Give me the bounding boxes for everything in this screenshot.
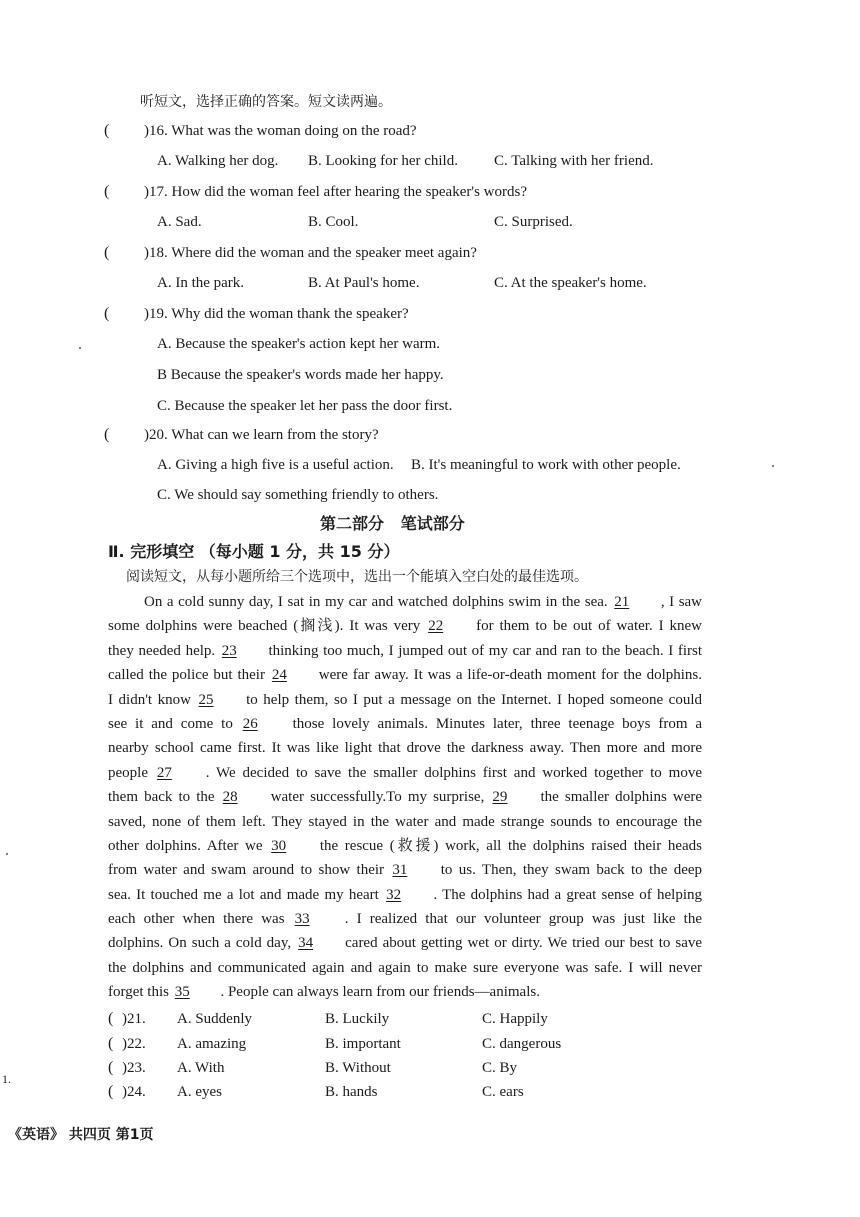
passage-text: , I saw <box>660 594 703 610</box>
passage-text: saved, none of them left. They stayed in the water and made strange sounds to encourage the <box>108 813 702 830</box>
answer-paren: ( <box>108 1059 114 1076</box>
passage-line <box>108 590 702 614</box>
answer-paren: ( <box>108 1083 114 1100</box>
passage-text: were far away. It was a life-or-death moment for the dolphins. <box>318 667 703 684</box>
answer-paren: ( <box>108 1035 114 1052</box>
part-title: 第二部分 笔试部分 <box>320 514 465 533</box>
passage-text: they needed help. <box>108 642 216 659</box>
option-b: B. Cool. <box>308 214 359 230</box>
passage-text: sea. It touched me a lot and made my heart <box>108 886 379 903</box>
passage-text: the smaller dolphins were <box>540 789 703 806</box>
question-stem: )19. Why did the woman thank the speaker? <box>144 306 409 322</box>
question-stem: )16. What was the woman doing on the road? <box>144 123 417 139</box>
answer-paren: ( <box>108 1010 114 1027</box>
passage-line <box>108 663 702 687</box>
cloze-blank: 23 <box>221 642 237 659</box>
passage-text: see it and come to <box>108 715 233 732</box>
option-a: A. In the park. <box>157 275 245 291</box>
passage-text: . I realized that our volunteer group was just like the <box>344 911 702 928</box>
cloze-blank: 31 <box>392 862 408 879</box>
passage-text: for them to be out of water. I knew <box>476 618 703 635</box>
option-a: A. Sad. <box>157 214 202 230</box>
scan-speck <box>772 465 774 467</box>
footer-label: 《英语》 共四页 第1页 <box>8 1127 154 1143</box>
cloze-blank: 28 <box>222 789 238 806</box>
option-c: C. At the speaker's home. <box>494 275 647 291</box>
passage-text: other dolphins. After we <box>108 837 263 854</box>
passage-text: called the police but their <box>108 667 265 684</box>
margin-mark: 1. <box>2 1072 11 1086</box>
passage-line <box>108 810 702 834</box>
option-c: C. By <box>482 1060 518 1076</box>
scan-speck <box>6 853 8 855</box>
passage-text: people <box>108 764 148 781</box>
passage-line <box>108 761 702 785</box>
option-a: A. Giving a high five is a useful action. <box>157 457 394 473</box>
passage-text: the dolphins and communicated again and again to make sure everyone was safe. I will never <box>108 959 702 976</box>
passage-text: cared about getting wet or dirty. We tried our best to save <box>345 935 703 952</box>
answer-paren: ( <box>104 244 110 261</box>
answer-paren: ( <box>104 183 110 200</box>
passage-text: . The dolphins had a great sense of helping <box>433 886 703 903</box>
passage-text: them back to the <box>108 789 215 806</box>
cloze-blank: 33 <box>294 911 310 928</box>
scan-speck <box>79 347 81 349</box>
passage-text: from water and swam around to show their <box>108 862 385 879</box>
passage-text: water successfully.To my surprise, <box>270 789 485 806</box>
passage-text: to help them, so I put a message on the Internet. I hoped someone could <box>246 691 703 708</box>
passage-text: dolphins. On such a cold day, <box>108 935 292 952</box>
passage-text: to us. Then, they swam back to the deep <box>440 862 703 879</box>
cloze-blank: 21 <box>614 594 630 610</box>
cloze-blank: 22 <box>428 618 444 635</box>
choice-number: )23. <box>122 1060 146 1076</box>
question-stem: )17. How did the woman feel after hearing the speaker's words? <box>144 184 527 200</box>
cloze-blank: 27 <box>156 764 172 781</box>
passage-text: each other when there was <box>108 911 285 928</box>
option-c: C. We should say something friendly to others. <box>157 487 439 503</box>
passage-text: forget this <box>108 984 169 1001</box>
passage-line <box>108 858 702 882</box>
passage-line <box>108 614 702 638</box>
cloze-instruction: 阅读短文，从每小题所给三个选项中，选出一个能填入空白处的最佳选项。 <box>126 569 588 585</box>
option-c: C. Happily <box>482 1011 548 1027</box>
passage-text: I didn't know <box>108 691 191 708</box>
option-b: B. It's meaningful to work with other people. <box>411 457 681 473</box>
answer-paren: ( <box>104 426 110 443</box>
option-a: A. Suddenly <box>177 1011 252 1027</box>
choice-number: )21. <box>122 1011 146 1027</box>
passage-line <box>108 834 702 858</box>
passage-text: the rescue (救援) work, all the dolphins raised their heads <box>319 837 702 854</box>
answer-paren: ( <box>104 305 110 322</box>
passage-line <box>108 956 702 980</box>
option-a: A. eyes <box>177 1084 222 1100</box>
passage-text: some dolphins were beached (搁浅). It was very <box>108 618 421 635</box>
option-b: B Because the speaker's words made her happy. <box>157 367 444 383</box>
passage-line <box>108 712 702 736</box>
passage-line <box>108 883 702 907</box>
cloze-blank: 32 <box>386 886 402 903</box>
passage-text: . People can always learn from our friends—animals. <box>220 984 540 1001</box>
passage-text: . We decided to save the smaller dolphins first and worked together to move <box>205 764 702 781</box>
passage-line <box>108 688 702 712</box>
option-b: B. Looking for her child. <box>308 153 458 169</box>
passage-text: thinking too much, I jumped out of my car and ran to the beach. I first <box>268 642 703 659</box>
option-b: B. hands <box>325 1084 378 1100</box>
choice-number: )24. <box>122 1084 146 1100</box>
passage-line <box>108 736 702 760</box>
cloze-blank: 25 <box>198 691 214 708</box>
option-c: C. Talking with her friend. <box>494 153 654 169</box>
passage-line <box>108 907 702 931</box>
passage-text: On a cold sunny day, I sat in my car and watched dolphins swim in the sea. <box>144 594 608 610</box>
option-b: B. important <box>325 1036 401 1052</box>
option-a: A. amazing <box>177 1036 247 1052</box>
passage-line <box>108 980 702 1004</box>
option-c: C. Because the speaker let her pass the door first. <box>157 398 453 414</box>
question-stem: )18. Where did the woman and the speaker meet again? <box>144 245 477 261</box>
passage-text: those lovely animals. Minutes later, three teenage boys from a <box>292 715 703 732</box>
question-stem: )20. What can we learn from the story? <box>144 427 379 443</box>
option-c: C. Surprised. <box>494 214 573 230</box>
cloze-passage <box>108 590 702 1005</box>
cloze-blank: 34 <box>298 935 314 952</box>
passage-text: nearby school came first. It was like light that drove the darkness away. Then more and more <box>108 740 702 757</box>
option-c: C. ears <box>482 1084 524 1100</box>
passage-line <box>108 785 702 809</box>
cloze-blank: 24 <box>271 667 287 684</box>
option-a: A. Walking her dog. <box>157 153 279 169</box>
option-b: B. At Paul's home. <box>308 275 420 291</box>
answer-paren: ( <box>104 122 110 139</box>
cloze-blank: 29 <box>492 789 508 806</box>
section-title: Ⅱ. 完形填空 （每小题 1 分，共 15 分） <box>108 542 400 561</box>
cloze-blank: 26 <box>242 715 258 732</box>
passage-line <box>108 931 702 955</box>
option-b: B. Without <box>325 1060 391 1076</box>
choice-number: )22. <box>122 1036 146 1052</box>
option-a: A. With <box>177 1060 225 1076</box>
cloze-blank: 35 <box>174 984 190 1001</box>
option-a: A. Because the speaker's action kept her warm. <box>157 336 441 352</box>
listening-instruction: 听短文，选择正确的答案。短文读两遍。 <box>140 94 392 110</box>
passage-line <box>108 639 702 663</box>
option-b: B. Luckily <box>325 1011 390 1027</box>
option-c: C. dangerous <box>482 1036 562 1052</box>
cloze-blank: 30 <box>271 837 287 854</box>
